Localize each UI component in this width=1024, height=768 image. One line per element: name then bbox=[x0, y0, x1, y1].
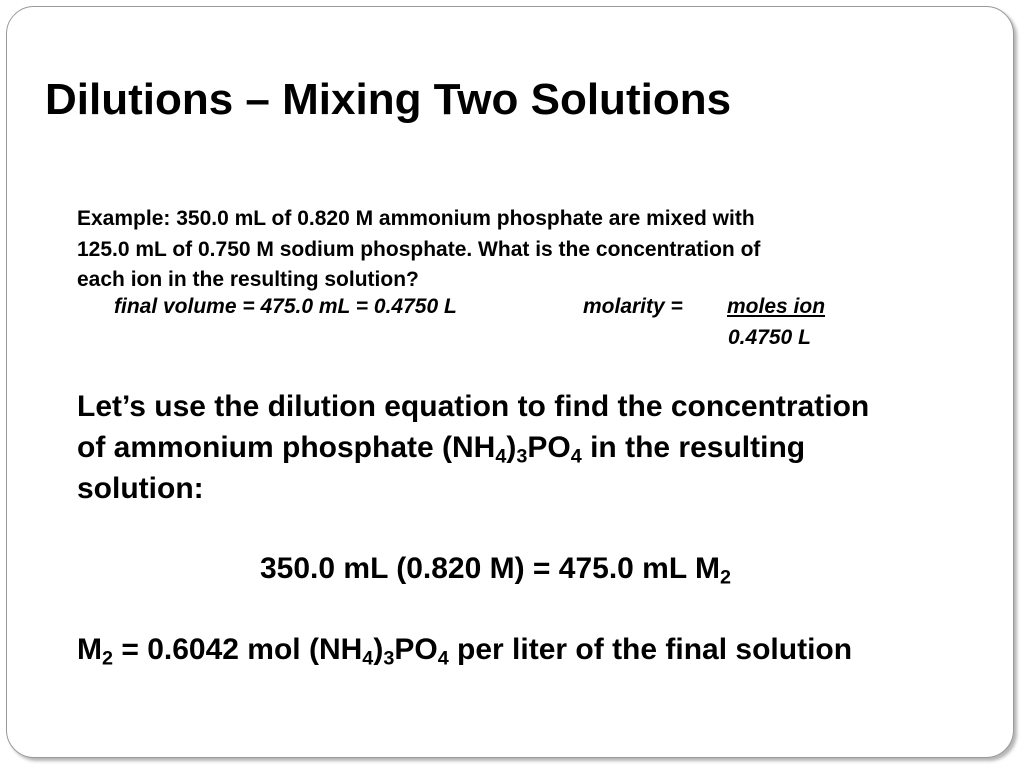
dilution-equation bbox=[260, 552, 731, 589]
result-sub-4b: 4 bbox=[437, 647, 449, 670]
example-line-2: 125.0 mL of 0.750 M sodium phosphate. What is the concentration of bbox=[77, 237, 761, 261]
result-sub-3: 3 bbox=[383, 647, 395, 670]
molarity-numerator: moles ion bbox=[727, 295, 826, 318]
paren-close: ) bbox=[506, 431, 517, 464]
subscript-3: 3 bbox=[516, 445, 528, 468]
subscript-4b: 4 bbox=[570, 445, 582, 468]
slide-frame bbox=[6, 6, 1014, 758]
equation-main: 350.0 mL (0.820 M) = 475.0 mL M bbox=[260, 552, 720, 585]
final-volume-text: final volume = 475.0 mL = 0.4750 L bbox=[114, 295, 457, 318]
result-m: M bbox=[77, 633, 102, 666]
result-text-1: = 0.6042 mol (NH bbox=[113, 633, 363, 666]
paragraph-line-3: solution: bbox=[77, 472, 204, 505]
paragraph-line-2 bbox=[77, 427, 997, 468]
paragraph-line-1: Let’s use the dilution equation to find the concentration bbox=[77, 390, 870, 423]
example-text bbox=[77, 204, 760, 296]
subscript-4: 4 bbox=[495, 445, 507, 468]
molarity-denominator: 0.4750 L bbox=[728, 326, 811, 349]
result-m-sub: 2 bbox=[102, 647, 114, 670]
paragraph-line-2-prefix: of ammonium phosphate (NH bbox=[77, 431, 496, 464]
result-text-3: PO bbox=[394, 633, 438, 666]
result-sub-4: 4 bbox=[362, 647, 374, 670]
result-text-4: per liter of the final solution bbox=[448, 633, 853, 666]
example-line-1: Example: 350.0 mL of 0.820 M ammonium phosphate are mixed with bbox=[77, 207, 755, 230]
molarity-label: molarity = bbox=[583, 295, 683, 318]
example-line-3: each ion in the resulting solution? bbox=[77, 268, 419, 291]
equation-subscript: 2 bbox=[719, 566, 731, 589]
result-text-2: ) bbox=[373, 633, 384, 666]
po-text: PO bbox=[527, 431, 571, 464]
explanation-paragraph bbox=[77, 386, 997, 509]
paragraph-line-2-suffix: in the resulting bbox=[581, 431, 806, 464]
result-line bbox=[77, 633, 853, 670]
slide-title: Dilutions – Mixing Two Solutions bbox=[45, 75, 732, 124]
